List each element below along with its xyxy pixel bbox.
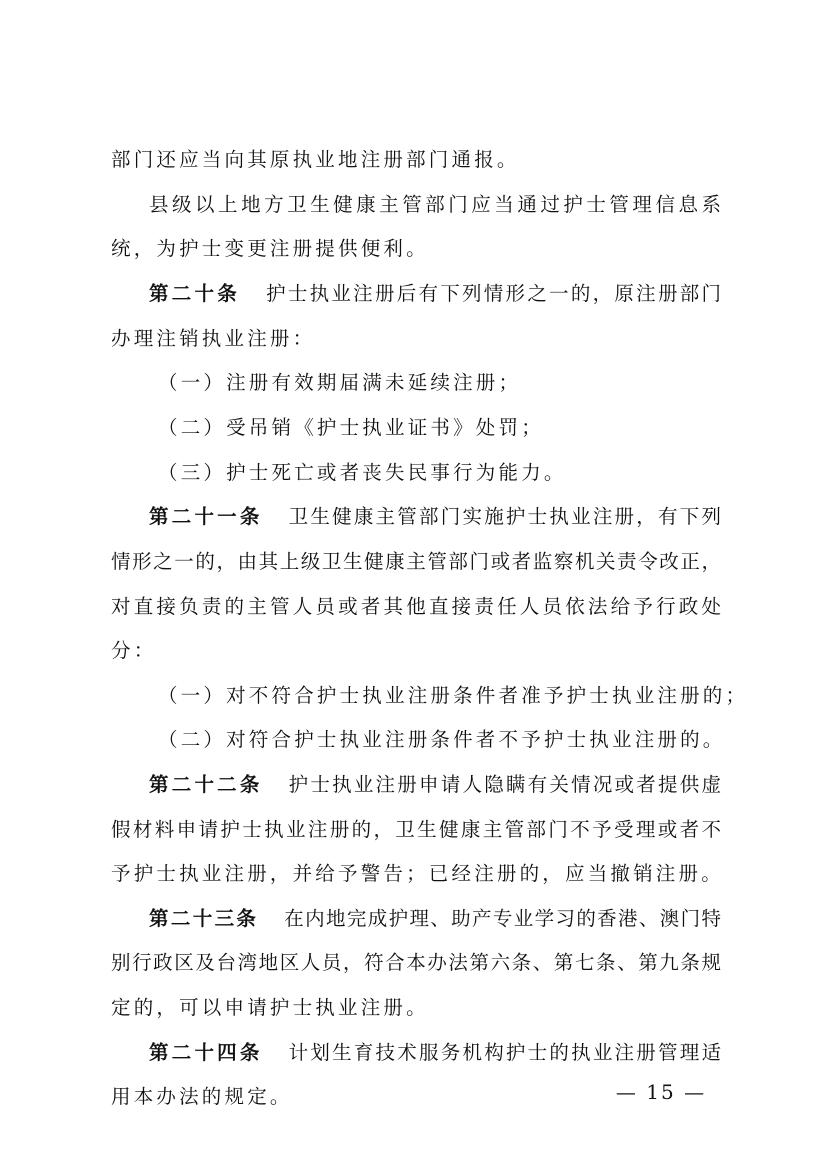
article-heading: 第二十一条 [149, 505, 263, 528]
article-heading: 第二十二条 [149, 773, 263, 796]
paragraph-line: 假材料申请护士执业注册的，卫生健康主管部门不予受理或者不 [111, 818, 721, 841]
article-line: 第二十二条 护士执业注册申请人隐瞒有关情况或者提供虚 [149, 773, 721, 796]
list-item: （三）护士死亡或者丧失民事行为能力。 [158, 461, 567, 484]
paragraph-line: 分： [111, 639, 157, 662]
article-heading: 第二十三条 [149, 907, 259, 930]
article-line: 第二十一条 卫生健康主管部门实施护士执业注册，有下列 [149, 505, 721, 528]
paragraph-line: 办理注销执业注册： [111, 327, 316, 350]
paragraph-line: 统，为护士变更注册提供便利。 [111, 237, 429, 260]
list-item: （一）注册有效期届满未延续注册； [158, 371, 522, 394]
list-item: （二）受吊销《护士执业证书》处罚； [158, 416, 544, 439]
paragraph-line: 部门还应当向其原执业地注册部门通报。 [111, 148, 520, 171]
paragraph-line: 用本办法的规定。 [111, 1085, 293, 1108]
article-line: 第二十条 护士执业注册后有下列情形之一的，原注册部门 [149, 282, 721, 305]
page-number: — 15 — [615, 1080, 707, 1104]
list-item: （二）对符合护士执业注册条件者不予护士执业注册的。 [158, 728, 726, 751]
article-heading: 第二十条 [149, 282, 241, 305]
list-item: （一）对不符合护士执业注册条件者准予护士执业注册的； [158, 684, 749, 707]
paragraph-line: 县级以上地方卫生健康主管部门应当通过护士管理信息系 [149, 193, 721, 216]
paragraph-line: 定的，可以申请护士执业注册。 [111, 996, 429, 1019]
paragraph-line: 对直接负责的主管人员或者其他直接责任人员依法给予行政处 [111, 595, 721, 618]
article-line: 第二十四条 计划生育技术服务机构护士的执业注册管理适 [149, 1041, 721, 1064]
article-line: 第二十三条 在内地完成护理、助产专业学习的香港、澳门特 [149, 907, 721, 930]
article-heading: 第二十四条 [149, 1041, 263, 1064]
paragraph-line: 别行政区及台湾地区人员，符合本办法第六条、第七条、第九条规 [111, 951, 721, 974]
paragraph-line: 予护士执业注册，并给予警告；已经注册的，应当撤销注册。 [111, 862, 724, 885]
paragraph-line: 情形之一的，由其上级卫生健康主管部门或者监察机关责令改正， [111, 550, 721, 573]
